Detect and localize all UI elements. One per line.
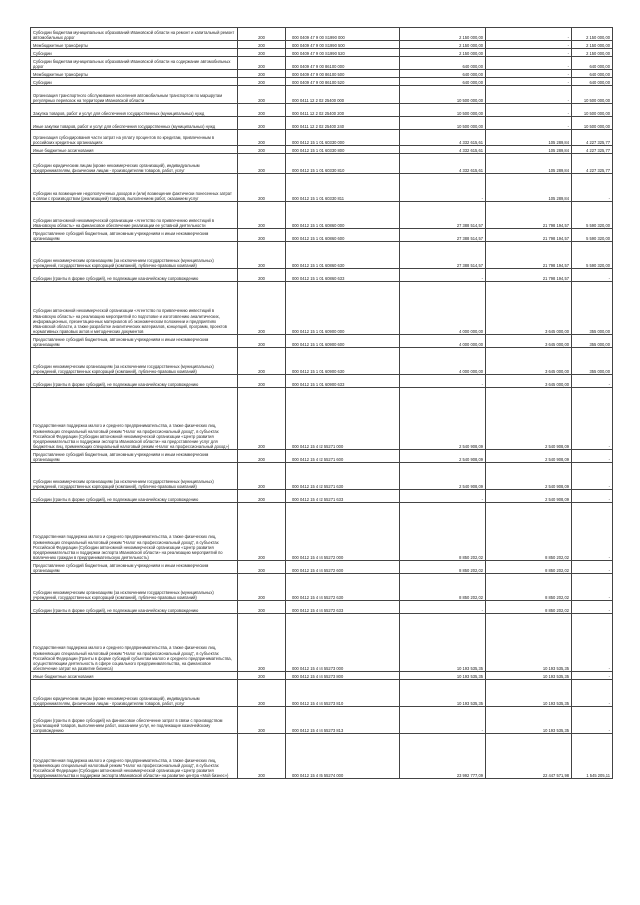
row-remaining-amount-cell: - <box>572 561 613 574</box>
table-row <box>31 70 613 78</box>
row-remaining-amount-cell: 1 545 205,11 <box>572 734 613 779</box>
row-executed-amount-cell: 21 798 194,57 <box>486 242 572 269</box>
row-assigned-amount-cell: 2 150 000,00 <box>400 49 486 57</box>
row-code-cell: 200 <box>238 70 286 78</box>
row-remaining-amount-cell: - <box>572 574 613 601</box>
row-executed-amount-cell: 2 540 908,09 <box>486 490 572 503</box>
row-name-cell: Субсидии некоммерческим организациям (за исключением государственных (муниципальных) учреждений, государственных корпораций (компаний), публично-правовых компаний) <box>31 463 238 490</box>
row-classification-code-cell: 000 0412 15 1 01 60330 810 <box>286 154 400 174</box>
row-executed-amount-cell: 3 645 000,00 <box>486 348 572 375</box>
row-name-cell: Организация транспортного обслуживания населения автомобильным транспортом по маршрутам регулярных перевозок на территории Ивановской области <box>31 86 238 104</box>
row-remaining-amount-cell: - <box>572 672 613 680</box>
row-executed-amount-cell: 21 798 194,57 <box>486 202 572 229</box>
row-remaining-amount-cell: 355 000,00 <box>572 282 613 335</box>
table-row <box>31 104 613 117</box>
row-name-cell: Государственная поддержка малого и среднего предпринимательства, а также физических лиц, применяющих специальный налоговый режим "Налог на профессиональный доход", в субъектах Российской Федерации (Субсидии автономной некоммерческой организации «Центр развития предпринимательства и поддержки экспорта Ивановской области» на предоставление услуг для бюджетных лиц, применяющих специальный налоговый режим «Налог на профессиональный доход») <box>31 388 238 450</box>
row-assigned-amount-cell: 10 500 000,00 <box>400 117 486 130</box>
row-assigned-amount-cell: - <box>400 707 486 734</box>
row-code-cell: 200 <box>238 202 286 229</box>
row-assigned-amount-cell: 23 992 777,09 <box>400 734 486 779</box>
row-executed-amount-cell: 105 289,84 <box>486 146 572 154</box>
row-classification-code-cell: 000 0412 15 4 I5 55274 000 <box>286 734 400 779</box>
row-code-cell: 200 <box>238 672 286 680</box>
row-code-cell: 200 <box>238 86 286 104</box>
table-row <box>31 348 613 375</box>
row-assigned-amount-cell: 10 193 535,35 <box>400 614 486 672</box>
row-classification-code-cell: 000 0411 12 2 02 25400 000 <box>286 86 400 104</box>
row-name-cell: Субсидии некоммерческим организациям (за исключением государственных (муниципальных) учреждений, государственных корпораций (компаний), публично-правовых компаний) <box>31 348 238 375</box>
row-classification-code-cell: 000 0409 47 9 00 86100 000 <box>286 57 400 70</box>
row-classification-code-cell: 000 0412 15 4 I4 55273 800 <box>286 672 400 680</box>
row-name-cell: Организация субсидирования части затрат на уплату процентов по кредитам, привлеченным в российских кредитных организациях <box>31 130 238 146</box>
row-name-cell: Субсидии <box>31 78 238 86</box>
table-row <box>31 614 613 672</box>
row-name-cell: Субсидии (гранты в форме субсидий), не подлежащие казначейскому сопровождению <box>31 601 238 614</box>
row-executed-amount-cell: 10 193 535,35 <box>486 614 572 672</box>
row-classification-code-cell: 000 0412 15 4 I4 55273 810 <box>286 680 400 707</box>
row-classification-code-cell: 000 0409 47 9 00 S1990 000 <box>286 28 400 41</box>
row-classification-code-cell: 000 0412 15 4 I4 55272 600 <box>286 561 400 574</box>
row-executed-amount-cell: - <box>486 70 572 78</box>
table-row <box>31 734 613 779</box>
row-classification-code-cell: 000 0412 15 1 01 60900 000 <box>286 282 400 335</box>
row-assigned-amount-cell: 4 000 000,00 <box>400 335 486 348</box>
table-row <box>31 154 613 174</box>
row-assigned-amount-cell: 4 000 000,00 <box>400 348 486 375</box>
row-remaining-amount-cell: 2 150 000,00 <box>572 28 613 41</box>
table-row <box>31 335 613 348</box>
row-classification-code-cell: 000 0412 15 1 01 60330 811 <box>286 174 400 202</box>
table-row <box>31 450 613 463</box>
row-classification-code-cell: 000 0412 15 1 01 60860 000 <box>286 202 400 229</box>
row-executed-amount-cell: 105 289,84 <box>486 130 572 146</box>
row-name-cell: Субсидии (гранты в форме субсидий), не подлежащие казначейскому сопровождению <box>31 375 238 388</box>
row-code-cell: 200 <box>238 57 286 70</box>
row-classification-code-cell: 000 0412 15 4 I2 55271 000 <box>286 388 400 450</box>
row-classification-code-cell: 000 0412 15 1 01 60860 633 <box>286 269 400 282</box>
row-name-cell: Субсидии автономной некоммерческой организации «Агентство по привлечению инвестиций в Ивановскую область» на финансовое обеспечение реализации ее уставной деятельности <box>31 202 238 229</box>
row-executed-amount-cell: 8 850 202,02 <box>486 503 572 561</box>
row-remaining-amount-cell: 4 227 325,77 <box>572 146 613 154</box>
row-classification-code-cell: 000 0412 15 1 01 60900 633 <box>286 375 400 388</box>
row-assigned-amount-cell: 640 000,00 <box>400 70 486 78</box>
row-code-cell: 200 <box>238 49 286 57</box>
table-row <box>31 57 613 70</box>
table-row <box>31 174 613 202</box>
row-code-cell: 200 <box>238 348 286 375</box>
row-remaining-amount-cell: 4 227 325,77 <box>572 154 613 174</box>
row-executed-amount-cell: 105 289,84 <box>486 154 572 174</box>
row-code-cell: 200 <box>238 574 286 601</box>
row-executed-amount-cell: - <box>486 117 572 130</box>
row-name-cell: Субсидии бюджетам муниципальных образований Ивановской области на ремонт и капитальный ремонт автомобильных дорог <box>31 28 238 41</box>
row-assigned-amount-cell: - <box>400 174 486 202</box>
table-row <box>31 707 613 734</box>
table-row <box>31 78 613 86</box>
table-row <box>31 574 613 601</box>
row-code-cell: 200 <box>238 104 286 117</box>
row-remaining-amount-cell: - <box>572 601 613 614</box>
row-name-cell: Субсидии бюджетам муниципальных образований Ивановской области на содержание автомобильных дорог <box>31 57 238 70</box>
row-assigned-amount-cell: 2 540 908,09 <box>400 463 486 490</box>
row-assigned-amount-cell: 4 332 615,61 <box>400 154 486 174</box>
table-row <box>31 672 613 680</box>
table-row <box>31 202 613 229</box>
row-name-cell: Субсидии (гранты в форме субсидий), не подлежащие казначейскому сопровождению <box>31 490 238 503</box>
row-name-cell: Межбюджетные трансферты <box>31 70 238 78</box>
row-code-cell: 200 <box>238 561 286 574</box>
row-name-cell: Субсидии (гранты в форме субсидий) на финансовое обеспечение затрат в связи с производством (реализацией товаров, выполнением работ, оказанием услуг, не подлежащие казначейскому сопровождению <box>31 707 238 734</box>
row-remaining-amount-cell: 2 150 000,00 <box>572 49 613 57</box>
table-row <box>31 229 613 242</box>
table-row <box>31 86 613 104</box>
row-executed-amount-cell: 10 193 535,35 <box>486 672 572 680</box>
row-remaining-amount-cell: - <box>572 490 613 503</box>
row-classification-code-cell: 000 0409 47 9 00 S1990 520 <box>286 49 400 57</box>
row-executed-amount-cell: 2 540 908,09 <box>486 450 572 463</box>
row-name-cell: Предоставление субсидий бюджетным, автономным учреждениям и иным некоммерческим организациям <box>31 335 238 348</box>
row-assigned-amount-cell: 4 332 615,61 <box>400 146 486 154</box>
row-remaining-amount-cell: 640 000,00 <box>572 57 613 70</box>
row-assigned-amount-cell: - <box>400 375 486 388</box>
table-row <box>31 242 613 269</box>
row-remaining-amount-cell: 640 000,00 <box>572 70 613 78</box>
row-remaining-amount-cell: - <box>572 174 613 202</box>
row-assigned-amount-cell: 8 850 202,02 <box>400 574 486 601</box>
row-classification-code-cell: 000 0412 15 4 I2 55271 600 <box>286 450 400 463</box>
row-name-cell: Государственная поддержка малого и среднего предпринимательства, а также физических лиц, применяющих специальный налоговый режим "Налог на профессиональный доход", в субъектах Российской Федерации (Гранты в форме субсидий субъектам малого и среднего предпринимательства, осуществляющим деятельность в сфере социального предпринимательства, на финансовое обеспечение затрат на развитие бизнеса) <box>31 614 238 672</box>
row-code-cell: 200 <box>238 242 286 269</box>
row-name-cell: Предоставление субсидий бюджетным, автономным учреждениям и иным некоммерческим организациям <box>31 229 238 242</box>
row-name-cell: Иные закупки товаров, работ и услуг для обеспечения государственных (муниципальных) нужд <box>31 117 238 130</box>
row-name-cell: Субсидии автономной некоммерческой организации «Агентство по привлечению инвестиций в Ивановскую область» на реализацию мероприятий по подготовке и изготовлению аналитических, информационных, презентационных материалов об экономическом положении и предприятиях Ивановской области, а также разработке аналитических материалов, концепций, программ, проектов нормативных правовых актов и методических документов <box>31 282 238 335</box>
table-row <box>31 130 613 146</box>
row-assigned-amount-cell: 10 500 000,00 <box>400 86 486 104</box>
row-code-cell: 200 <box>238 680 286 707</box>
row-executed-amount-cell: 21 798 194,57 <box>486 269 572 282</box>
row-assigned-amount-cell: 8 850 202,02 <box>400 561 486 574</box>
row-remaining-amount-cell: 4 227 325,77 <box>572 130 613 146</box>
row-code-cell: 200 <box>238 490 286 503</box>
row-executed-amount-cell: - <box>486 78 572 86</box>
row-remaining-amount-cell: - <box>572 269 613 282</box>
row-assigned-amount-cell: 4 000 000,00 <box>400 282 486 335</box>
table-row <box>31 388 613 450</box>
row-assigned-amount-cell: 27 388 514,57 <box>400 229 486 242</box>
budget-execution-table <box>30 27 613 779</box>
table-row <box>31 282 613 335</box>
row-remaining-amount-cell: 10 500 000,00 <box>572 104 613 117</box>
row-code-cell: 200 <box>238 269 286 282</box>
row-name-cell: Государственная поддержка малого и среднего предпринимательства, а также физических лиц, применяющих специальный налоговый режим "Налог на профессиональный доход", в субъектах Российской Федерации (Субсидии автономной некоммерческой организации «Центр развития предпринимательства и поддержки экспорта Ивановской области» на реализацию мероприятий по вовлечению граждан в предпринимательскую деятельность) <box>31 503 238 561</box>
row-classification-code-cell: 000 0412 15 4 I4 55273 000 <box>286 614 400 672</box>
row-classification-code-cell: 000 0412 15 1 01 60330 000 <box>286 130 400 146</box>
row-code-cell: 200 <box>238 707 286 734</box>
row-code-cell: 200 <box>238 28 286 41</box>
row-name-cell: Предоставление субсидий бюджетным, автономным учреждениям и иным некоммерческим организациям <box>31 450 238 463</box>
row-classification-code-cell: 000 0412 15 4 I4 55272 630 <box>286 574 400 601</box>
table-row <box>31 463 613 490</box>
row-assigned-amount-cell: - <box>400 601 486 614</box>
row-classification-code-cell: 000 0412 15 1 01 60330 800 <box>286 146 400 154</box>
row-name-cell: Субсидии некоммерческим организациям (за исключением государственных (муниципальных) учреждений, государственных корпораций (компаний), публично-правовых компаний) <box>31 574 238 601</box>
table-row <box>31 49 613 57</box>
row-assigned-amount-cell: 2 150 000,00 <box>400 28 486 41</box>
row-code-cell: 200 <box>238 450 286 463</box>
row-classification-code-cell: 000 0409 47 9 00 86100 520 <box>286 78 400 86</box>
row-name-cell: Иные бюджетные ассигнования <box>31 146 238 154</box>
table-row <box>31 490 613 503</box>
row-classification-code-cell: 000 0412 15 1 01 60860 600 <box>286 229 400 242</box>
row-code-cell: 200 <box>238 335 286 348</box>
row-name-cell: Субсидии на возмещение недополученных доходов и (или) возмещение фактически понесенных затрат в связи с производством (реализацией) товаров, выполнением работ, оказанием услуг <box>31 174 238 202</box>
row-remaining-amount-cell: 10 500 000,00 <box>572 86 613 104</box>
row-name-cell: Субсидии <box>31 49 238 57</box>
table-body <box>31 28 613 779</box>
row-assigned-amount-cell: 8 850 202,02 <box>400 503 486 561</box>
row-executed-amount-cell: 10 193 535,35 <box>486 680 572 707</box>
row-classification-code-cell: 000 0412 15 1 01 60860 630 <box>286 242 400 269</box>
row-assigned-amount-cell: 10 193 535,35 <box>400 672 486 680</box>
row-classification-code-cell: 000 0412 15 4 I2 55271 633 <box>286 490 400 503</box>
row-classification-code-cell: 000 0412 15 4 I2 55271 630 <box>286 463 400 490</box>
row-code-cell: 200 <box>238 154 286 174</box>
row-remaining-amount-cell: - <box>572 450 613 463</box>
row-name-cell: Предоставление субсидий бюджетным, автономным учреждениям и иным некоммерческим организациям <box>31 561 238 574</box>
row-remaining-amount-cell: - <box>572 375 613 388</box>
row-executed-amount-cell: - <box>486 86 572 104</box>
row-name-cell: Субсидии юридическим лицам (кроме некоммерческих организаций), индивидуальным предпринимателям, физическим лицам - производителям товаров, работ, услуг <box>31 154 238 174</box>
table-row <box>31 28 613 41</box>
row-classification-code-cell: 000 0409 47 9 00 86100 500 <box>286 70 400 78</box>
row-executed-amount-cell: - <box>486 28 572 41</box>
row-classification-code-cell: 000 0409 47 9 00 S1990 500 <box>286 41 400 49</box>
row-code-cell: 200 <box>238 388 286 450</box>
row-executed-amount-cell: - <box>486 104 572 117</box>
row-remaining-amount-cell: - <box>572 463 613 490</box>
row-assigned-amount-cell: 10 193 535,35 <box>400 680 486 707</box>
row-assigned-amount-cell: 2 540 908,09 <box>400 388 486 450</box>
row-executed-amount-cell: 22 447 571,98 <box>486 734 572 779</box>
row-assigned-amount-cell: 640 000,00 <box>400 78 486 86</box>
row-classification-code-cell: 000 0412 15 4 I4 55273 813 <box>286 707 400 734</box>
row-code-cell: 200 <box>238 463 286 490</box>
row-executed-amount-cell: 3 645 000,00 <box>486 282 572 335</box>
row-name-cell: Межбюджетные трансферты <box>31 41 238 49</box>
row-executed-amount-cell: 8 850 202,02 <box>486 601 572 614</box>
row-classification-code-cell: 000 0412 15 4 I4 55272 633 <box>286 601 400 614</box>
row-assigned-amount-cell: 4 332 615,61 <box>400 130 486 146</box>
row-classification-code-cell: 000 0411 12 2 02 25400 240 <box>286 117 400 130</box>
row-name-cell: Субсидии юридическим лицам (кроме некоммерческих организаций), индивидуальным предпринимателям, физическим лицам - производителям товаров, работ, услуг <box>31 680 238 707</box>
row-remaining-amount-cell: 2 150 000,00 <box>572 41 613 49</box>
row-code-cell: 200 <box>238 78 286 86</box>
row-executed-amount-cell: - <box>486 41 572 49</box>
row-assigned-amount-cell: 27 388 514,57 <box>400 202 486 229</box>
row-classification-code-cell: 000 0412 15 4 I4 55272 000 <box>286 503 400 561</box>
row-assigned-amount-cell: - <box>400 269 486 282</box>
row-remaining-amount-cell: 5 590 320,00 <box>572 202 613 229</box>
table-row <box>31 146 613 154</box>
row-code-cell: 200 <box>238 282 286 335</box>
row-name-cell: Иные бюджетные ассигнования <box>31 672 238 680</box>
row-executed-amount-cell: 105 289,84 <box>486 174 572 202</box>
row-code-cell: 200 <box>238 117 286 130</box>
table-row <box>31 117 613 130</box>
row-assigned-amount-cell: 10 500 000,00 <box>400 104 486 117</box>
row-executed-amount-cell: 8 850 202,02 <box>486 561 572 574</box>
row-assigned-amount-cell: 2 150 000,00 <box>400 41 486 49</box>
row-assigned-amount-cell: 27 388 514,57 <box>400 242 486 269</box>
row-executed-amount-cell: 2 540 908,09 <box>486 388 572 450</box>
table-row <box>31 41 613 49</box>
row-name-cell: Субсидии (гранты в форме субсидий), не подлежащие казначейскому сопровождению <box>31 269 238 282</box>
table-row <box>31 503 613 561</box>
row-remaining-amount-cell: 5 590 320,00 <box>572 229 613 242</box>
row-remaining-amount-cell: - <box>572 614 613 672</box>
row-assigned-amount-cell: - <box>400 490 486 503</box>
row-remaining-amount-cell: - <box>572 707 613 734</box>
table-row <box>31 601 613 614</box>
row-code-cell: 200 <box>238 146 286 154</box>
row-executed-amount-cell: 3 645 000,00 <box>486 335 572 348</box>
row-classification-code-cell: 000 0412 15 1 01 60900 600 <box>286 335 400 348</box>
row-remaining-amount-cell: 10 500 000,00 <box>572 117 613 130</box>
row-name-cell: Государственная поддержка малого и среднего предпринимательства, а также физических лиц, применяющих специальный налоговый режим "Налог на профессиональный доход", в субъектах Российской Федерации (Субсидии автономной некоммерческой организации «Центр развития предпринимательства и поддержки экспорта Ивановской области» на развитие центра «Мой бизнес») <box>31 734 238 779</box>
row-code-cell: 200 <box>238 174 286 202</box>
table-row <box>31 561 613 574</box>
row-remaining-amount-cell: 355 000,00 <box>572 348 613 375</box>
row-code-cell: 200 <box>238 229 286 242</box>
table-row <box>31 375 613 388</box>
row-remaining-amount-cell: 5 590 320,00 <box>572 242 613 269</box>
row-code-cell: 200 <box>238 375 286 388</box>
row-executed-amount-cell: 21 798 194,57 <box>486 229 572 242</box>
row-executed-amount-cell: 2 540 908,09 <box>486 463 572 490</box>
row-name-cell: Закупка товаров, работ и услуг для обеспечения государственных (муниципальных) нужд <box>31 104 238 117</box>
row-code-cell: 200 <box>238 734 286 779</box>
row-name-cell: Субсидии некоммерческим организациям (за исключением государственных (муниципальных) учреждений, государственных корпораций (компаний), публично-правовых компаний) <box>31 242 238 269</box>
row-executed-amount-cell: - <box>486 49 572 57</box>
row-code-cell: 200 <box>238 601 286 614</box>
row-code-cell: 200 <box>238 130 286 146</box>
row-executed-amount-cell: 3 645 000,00 <box>486 375 572 388</box>
row-assigned-amount-cell: 2 540 908,09 <box>400 450 486 463</box>
row-code-cell: 200 <box>238 614 286 672</box>
table-row <box>31 680 613 707</box>
row-assigned-amount-cell: 640 000,00 <box>400 57 486 70</box>
row-remaining-amount-cell: - <box>572 503 613 561</box>
table-row <box>31 269 613 282</box>
row-code-cell: 200 <box>238 503 286 561</box>
row-remaining-amount-cell: - <box>572 388 613 450</box>
row-executed-amount-cell: 10 193 535,35 <box>486 707 572 734</box>
row-executed-amount-cell: - <box>486 57 572 70</box>
row-classification-code-cell: 000 0411 12 2 02 25400 200 <box>286 104 400 117</box>
row-remaining-amount-cell: 355 000,00 <box>572 335 613 348</box>
row-code-cell: 200 <box>238 41 286 49</box>
row-classification-code-cell: 000 0412 15 1 01 60900 630 <box>286 348 400 375</box>
row-remaining-amount-cell: 640 000,00 <box>572 78 613 86</box>
row-remaining-amount-cell: - <box>572 680 613 707</box>
row-executed-amount-cell: 8 850 202,02 <box>486 574 572 601</box>
